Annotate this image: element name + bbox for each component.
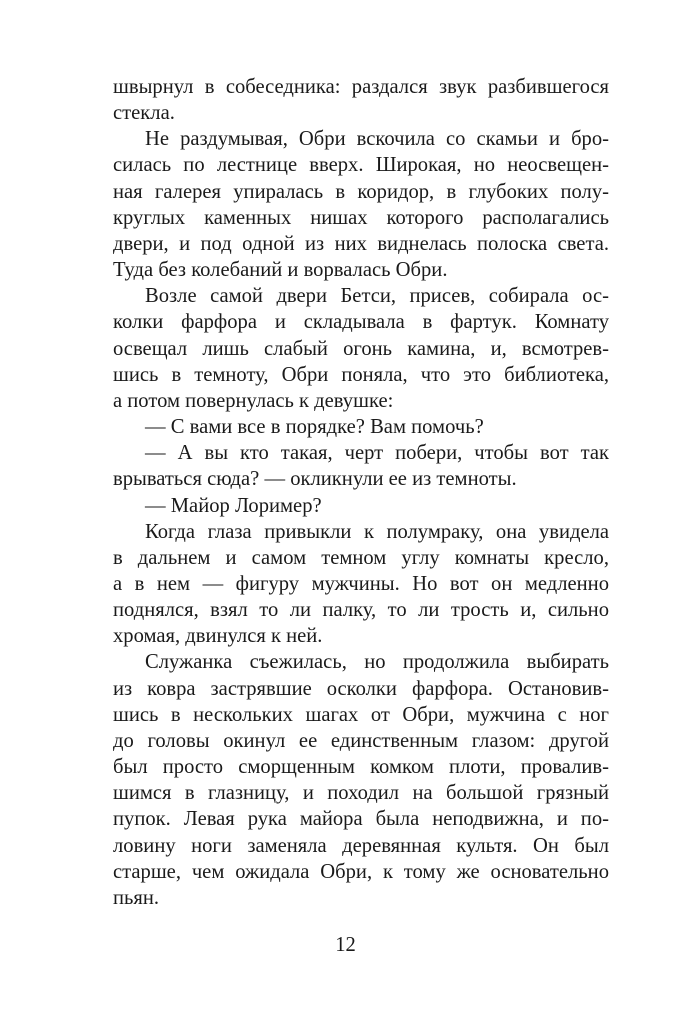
text-line: а в нем — фигуру мужчины. Но вот он медленно xyxy=(113,572,609,595)
text-line: колки фарфора и складывала в фартук. Комнату xyxy=(113,311,609,334)
text-line: швырнул в собеседника: раздался звук разбившегося xyxy=(113,76,609,98)
text-line: — С вами все в порядке? Вам помочь? xyxy=(145,416,484,439)
page-number: 12 xyxy=(335,934,356,956)
text-line: силась по лестнице вверх. Широкая, но неосвещен- xyxy=(113,154,609,177)
text-line: из ковра застрявшие осколки фарфора. Остановив- xyxy=(113,677,609,700)
text-line: а потом повернулась к девушке: xyxy=(113,389,394,412)
text-line: Когда глаза привыкли к полумраку, она увидела xyxy=(145,520,609,543)
text-line: — Майор Лоример? xyxy=(145,494,322,517)
paragraph xyxy=(113,519,609,650)
paragraph xyxy=(113,493,609,519)
text-line: шимся в глазницу, и походил на большой грязный xyxy=(113,782,609,805)
text-line: поднялся, взял то ли палку, то ли трость и, сильно xyxy=(113,599,609,622)
text-line: Туда без колебаний и ворвалась Обри. xyxy=(113,259,448,282)
text-line: ная галерея упиралась в коридор, в глубоких полу- xyxy=(113,180,609,203)
text-line: шись в темноту, Обри поняла, что это библиотека, xyxy=(113,363,609,386)
text-line: — А вы кто такая, черт побери, чтобы вот так xyxy=(145,442,609,465)
text-line: старше, чем ожидала Обри, к тому же основательно xyxy=(113,860,609,883)
text-line: двери, и под одной из них виднелась полоска света. xyxy=(113,232,609,255)
text-line: пупок. Левая рука майора была неподвижна, и по- xyxy=(113,808,609,831)
paragraph xyxy=(113,74,609,126)
text-line: до головы окинул ее единственным глазом: другой xyxy=(113,729,609,752)
paragraph xyxy=(113,126,609,283)
text-line: в дальнем и самом темном углу комнаты кресло, xyxy=(113,546,609,569)
paragraph xyxy=(113,414,609,440)
text-line: был просто сморщенным комком плоти, провалив- xyxy=(113,756,609,779)
paragraph xyxy=(113,440,609,492)
text-line: пьян. xyxy=(113,886,160,909)
text-line: круглых каменных нишах которого располагались xyxy=(113,206,609,229)
paragraph xyxy=(113,283,609,414)
text-line: Служанка съежилась, но продолжила выбирать xyxy=(145,651,609,674)
text-line: освещал лишь слабый огонь камина, и, всмотрев- xyxy=(113,337,609,360)
text-line: шись в нескольких шагах от Обри, мужчина с ног xyxy=(113,703,609,726)
paragraph xyxy=(113,649,609,911)
text-line: Возле самой двери Бетси, присев, собирала ос- xyxy=(145,285,609,308)
text-line: Не раздумывая, Обри вскочила со скамьи и бро- xyxy=(145,128,609,151)
text-line: хромая, двинулся к ней. xyxy=(113,625,323,648)
book-page-text xyxy=(113,74,609,911)
text-line: стекла. xyxy=(113,102,175,125)
text-line: ловину ноги заменяла деревянная культя. Он был xyxy=(113,834,609,857)
text-line: врываться сюда? — окликнули ее из темноты. xyxy=(113,468,517,491)
